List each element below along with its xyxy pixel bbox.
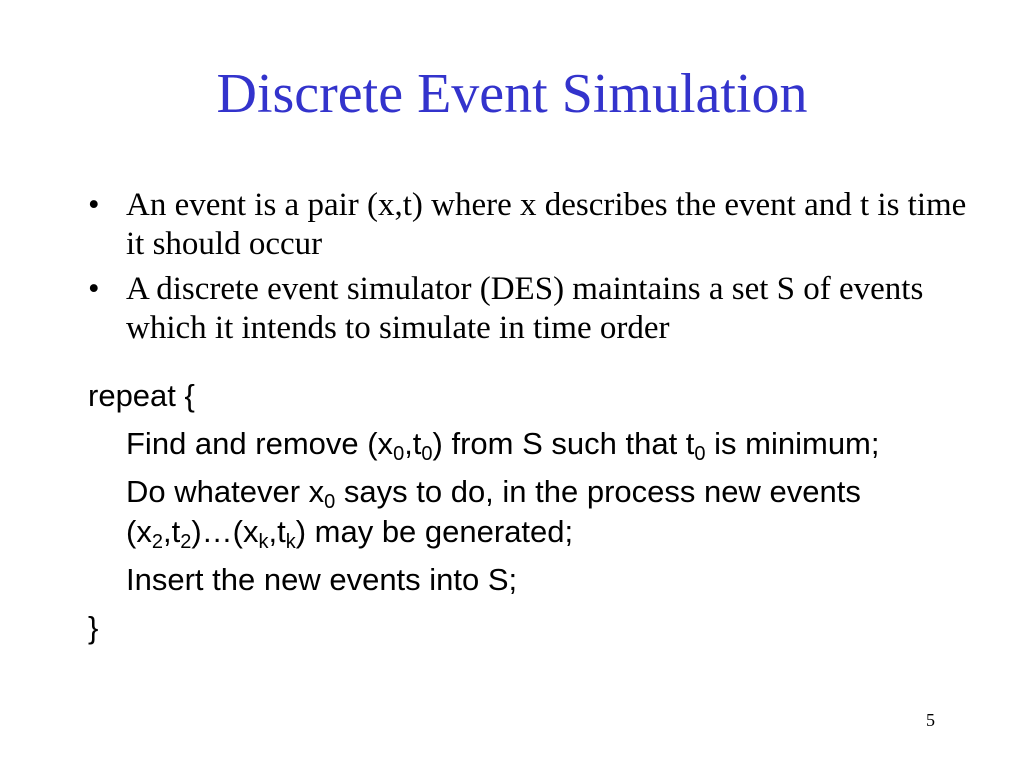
bullet-text: An event is a pair (x,t) where x describes the event and t is time it should occur xyxy=(126,187,967,262)
code-repeat-open: repeat { xyxy=(88,378,195,413)
bullet-marker: • xyxy=(88,187,100,223)
code-find-remove: Find and remove $(x_0,t_0)$ from S such that $t_0$ is minimum; xyxy=(126,426,880,465)
bullet-text: A discrete event simulator (DES) maintains a set S of events which it intends to simulate in time order xyxy=(126,271,924,346)
bullet-item-event-definition xyxy=(88,186,968,264)
pseudocode-block xyxy=(88,376,968,648)
code-repeat-close: } xyxy=(88,610,99,645)
code-insert-events: Insert the new events into S; xyxy=(126,562,518,597)
slide-title: Discrete Event Simulation xyxy=(216,63,808,125)
bullet-item-des-definition xyxy=(88,270,968,348)
bullet-list xyxy=(88,186,968,354)
code-do-whatever: Do whatever $x_0$ says to do, in the process new events $(x_2,t_2)\dots(x_k,t_k)$ may be generated; xyxy=(126,474,861,553)
page-number: 5 xyxy=(926,710,935,730)
bullet-marker: • xyxy=(88,271,100,307)
